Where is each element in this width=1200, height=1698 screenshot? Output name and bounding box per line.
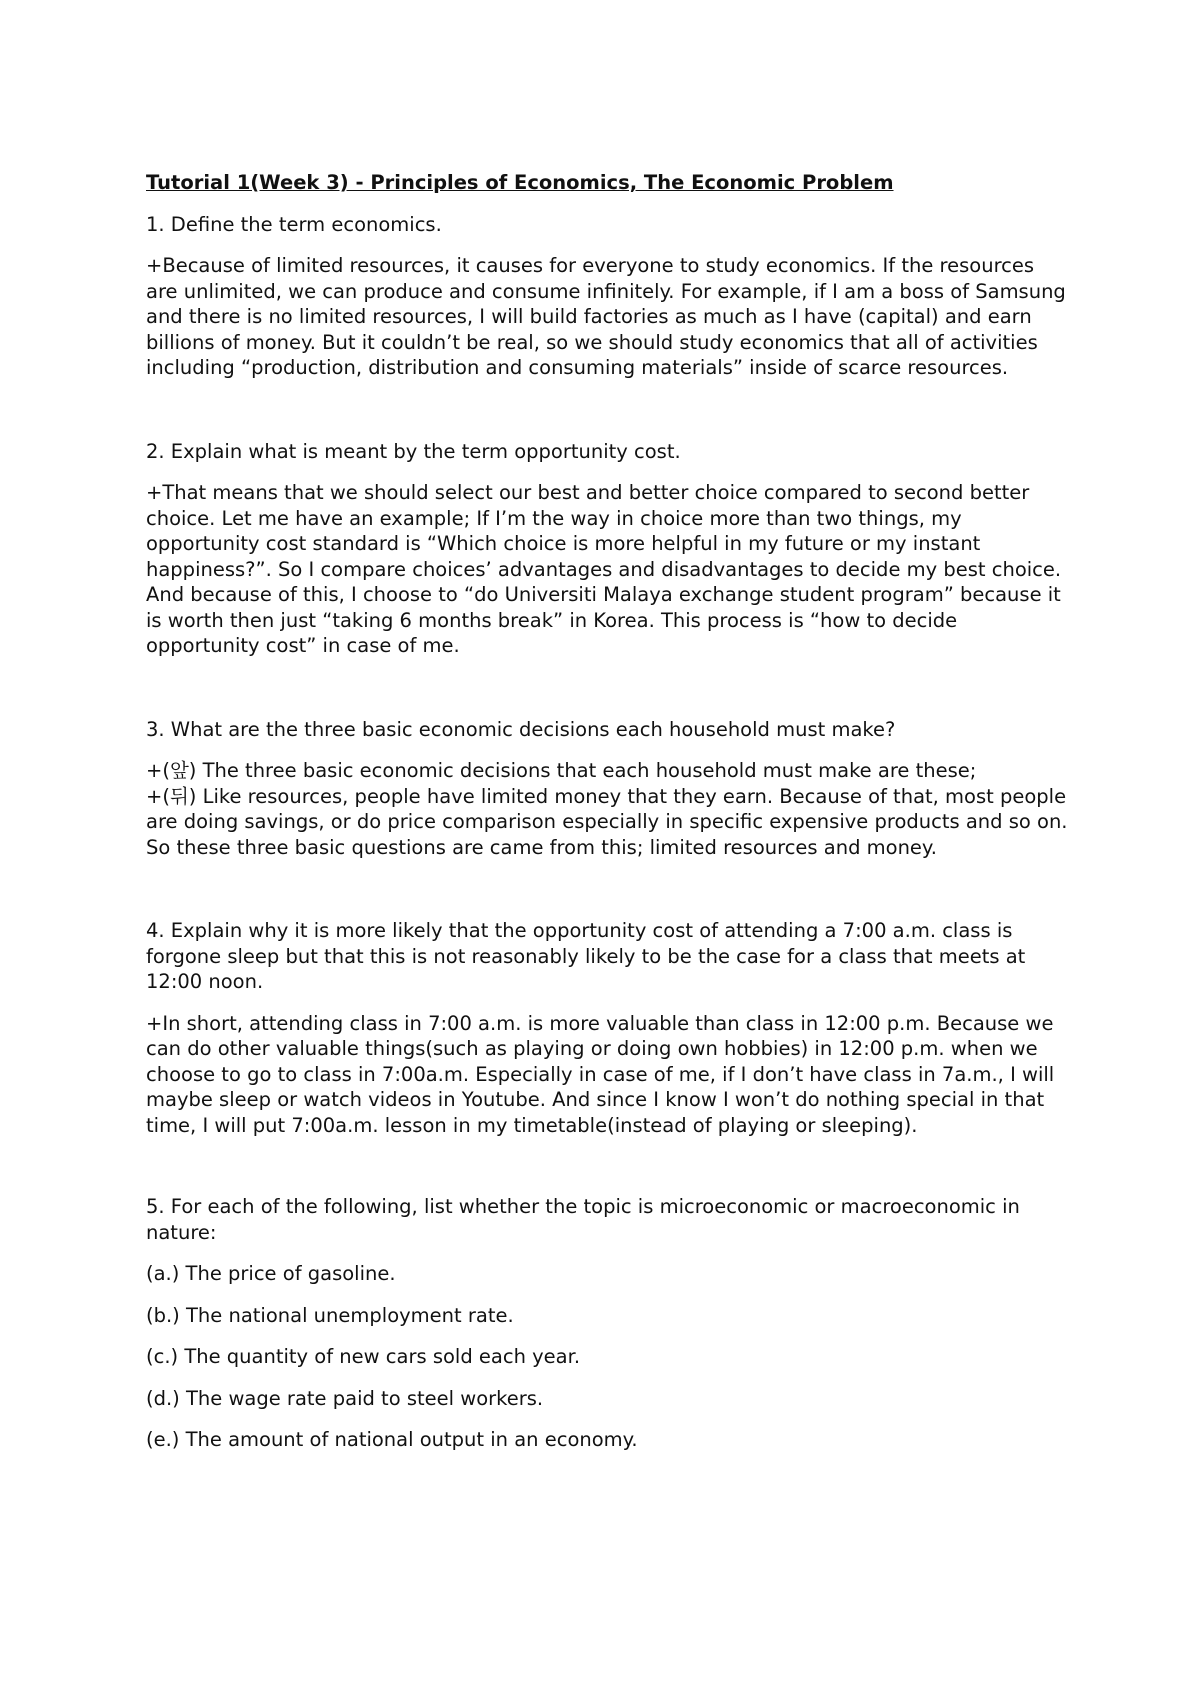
answer-3a: +(앞) The three basic economic decisions that each household must make are these; bbox=[146, 759, 977, 782]
list-item-a: (a.) The price of gasoline. bbox=[146, 1262, 396, 1285]
spacer bbox=[146, 397, 1071, 439]
question-2: 2. Explain what is meant by the term opportunity cost. bbox=[146, 439, 681, 463]
answer-4: +In short, attending class in 7:00 a.m. is more valuable than class in 12:00 p.m. Because we can do other valuable things(such as playing or doing own hobbies) in 12:00 p.m. when we choose to go to class in 7:00a.m. Especially in case of me, if I don’t have class in 7a.m., I will maybe sleep or watch videos in Youtube. And since I know I won’t do nothing special in that time, I will put 7:00a.m. lesson in my timetable(instead of playing or sleeping). bbox=[146, 1011, 1055, 1137]
answer-2: +That means that we should select our best and better choice compared to second better choice. Let me have an example; If I’m the way in choice more than two things, my opportunity cost standard is “Which choice is more helpful in my future or my instant happiness?”. So I compare choices’ advantages and disadvantages to decide my best choice. And because of this, I choose to “do Universiti Malaya exchange student program” because it is worth then just “taking 6 months break” in Korea. This process is “how to decide opportunity cost” in case of me. bbox=[146, 481, 1062, 657]
answer-1: +Because of limited resources, it causes for everyone to study economics. If the resources are unlimited, we can produce and consume infinitely. For example, if I am a boss of Samsung and there is no limited resources, I will build factories as much as I have (capital) and earn billions of money. But it couldn’t be real, so we should study economics that all of activities including “production, distribution and consuming materials” inside of scarce resources. bbox=[146, 254, 1066, 379]
answer-3b: +(뒤) Like resources, people have limited money that they earn. Because of that, most people are doing savings, or do price comparison especially in specific expensive products and so on. So these three basic questions are came from this; limited resources and money. bbox=[146, 784, 1068, 859]
list-item-b: (b.) The national unemployment rate. bbox=[146, 1303, 514, 1327]
question-3: 3. What are the three basic economic decisions each household must make? bbox=[146, 717, 896, 741]
spacer bbox=[146, 1154, 1071, 1194]
spacer bbox=[146, 876, 1071, 918]
document-title: Tutorial 1(Week 3) - Principles of Economics, The Economic Problem bbox=[146, 171, 894, 194]
list-item-e: (e.) The amount of national output in an economy. bbox=[146, 1428, 638, 1451]
question-4: 4. Explain why it is more likely that the opportunity cost of attending a 7:00 a.m. class is forgone sleep but that this is not reasonably likely to be the case for a class that meets at 12:00 noon. bbox=[146, 919, 1026, 993]
spacer bbox=[146, 675, 1071, 717]
question-5: 5. For each of the following, list whether the topic is microeconomic or macroeconomic in nature: bbox=[146, 1195, 1020, 1244]
question-1: 1. Define the term economics. bbox=[146, 212, 442, 236]
list-item-c: (c.) The quantity of new cars sold each year. bbox=[146, 1345, 581, 1368]
list-item-d: (d.) The wage rate paid to steel workers. bbox=[146, 1386, 544, 1410]
document-body bbox=[146, 170, 1071, 1469]
